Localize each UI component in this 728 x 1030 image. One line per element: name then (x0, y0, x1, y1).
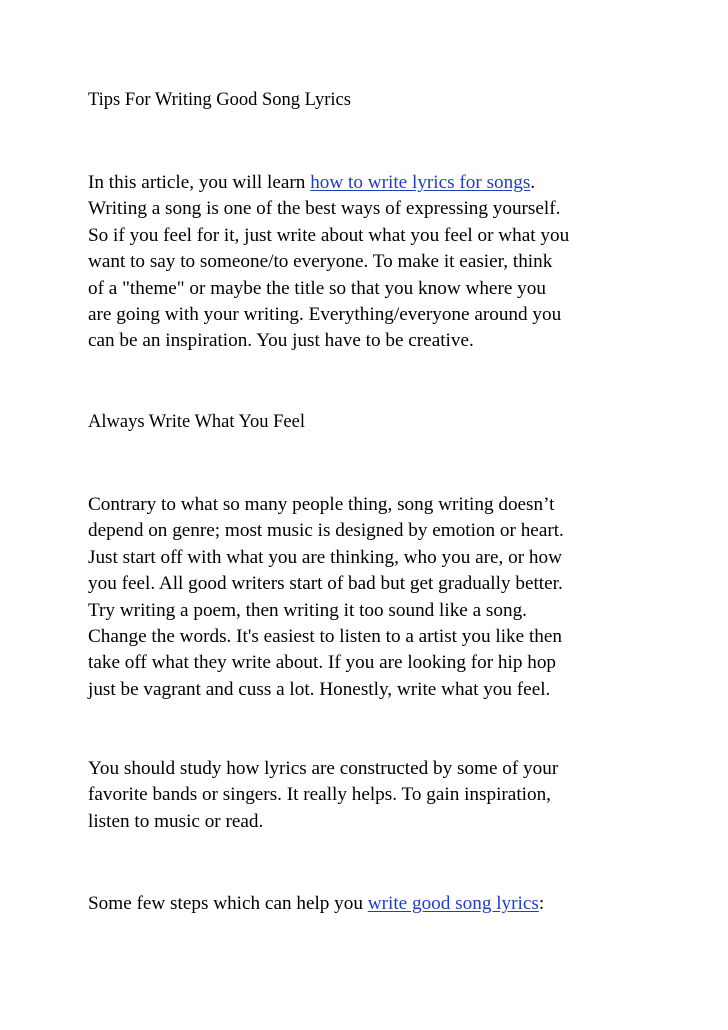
feel-line: take off what they write about. If you are looking for hip hop (88, 652, 557, 674)
write-what-you-feel-paragraph (88, 492, 648, 703)
intro-line: of a "theme" or maybe the title so that you know where you (88, 277, 546, 299)
section-heading-write-what-you-feel: Always Write What You Feel (88, 412, 305, 432)
intro-line: So if you feel for it, just write about what you feel or what you (88, 224, 570, 246)
study-lyrics-paragraph (88, 756, 648, 835)
feel-line: Just start off with what you are thinking, who you are, or how (88, 546, 562, 568)
write-good-song-lyrics-link[interactable]: write good song lyrics (367, 893, 539, 914)
feel-line: Contrary to what so many people thing, song writing doesn’t (88, 494, 555, 515)
study-line: You should study how lyrics are constructed by some of your (88, 758, 559, 779)
study-line: listen to music or read. (88, 810, 264, 832)
document-title: Tips For Writing Good Song Lyrics (88, 90, 351, 110)
steps-text-before-link: Some few steps which can help you (88, 893, 368, 914)
study-line: favorite bands or singers. It really helps. To gain inspiration, (88, 784, 551, 806)
feel-line: you feel. All good writers start of bad but get gradually better. (88, 573, 563, 595)
feel-line: Try writing a poem, then writing it too sound like a song. (88, 599, 527, 621)
intro-text-before-link: In this article, you will learn (88, 172, 311, 193)
how-to-write-lyrics-link[interactable]: how to write lyrics for songs (310, 172, 531, 193)
intro-line: want to say to someone/to everyone. To make it easier, think (88, 251, 553, 273)
feel-line: depend on genre; most music is designed by emotion or heart. (88, 520, 564, 542)
steps-text-after-link: : (538, 893, 545, 914)
intro-line: are going with your writing. Everything/everyone around you (88, 304, 562, 326)
intro-line: can be an inspiration. You just have to be creative. (88, 330, 474, 352)
steps-intro-paragraph (88, 891, 648, 917)
intro-line-1 (88, 170, 648, 196)
feel-line: Change the words. It's easiest to listen to a artist you like then (88, 626, 562, 648)
intro-text-after-link: . (530, 172, 536, 193)
intro-line: Writing a song is one of the best ways of expressing yourself. (88, 198, 561, 220)
feel-line: just be vagrant and cuss a lot. Honestly, write what you feel. (88, 678, 551, 700)
steps-line (88, 891, 648, 917)
intro-paragraph (88, 170, 648, 355)
